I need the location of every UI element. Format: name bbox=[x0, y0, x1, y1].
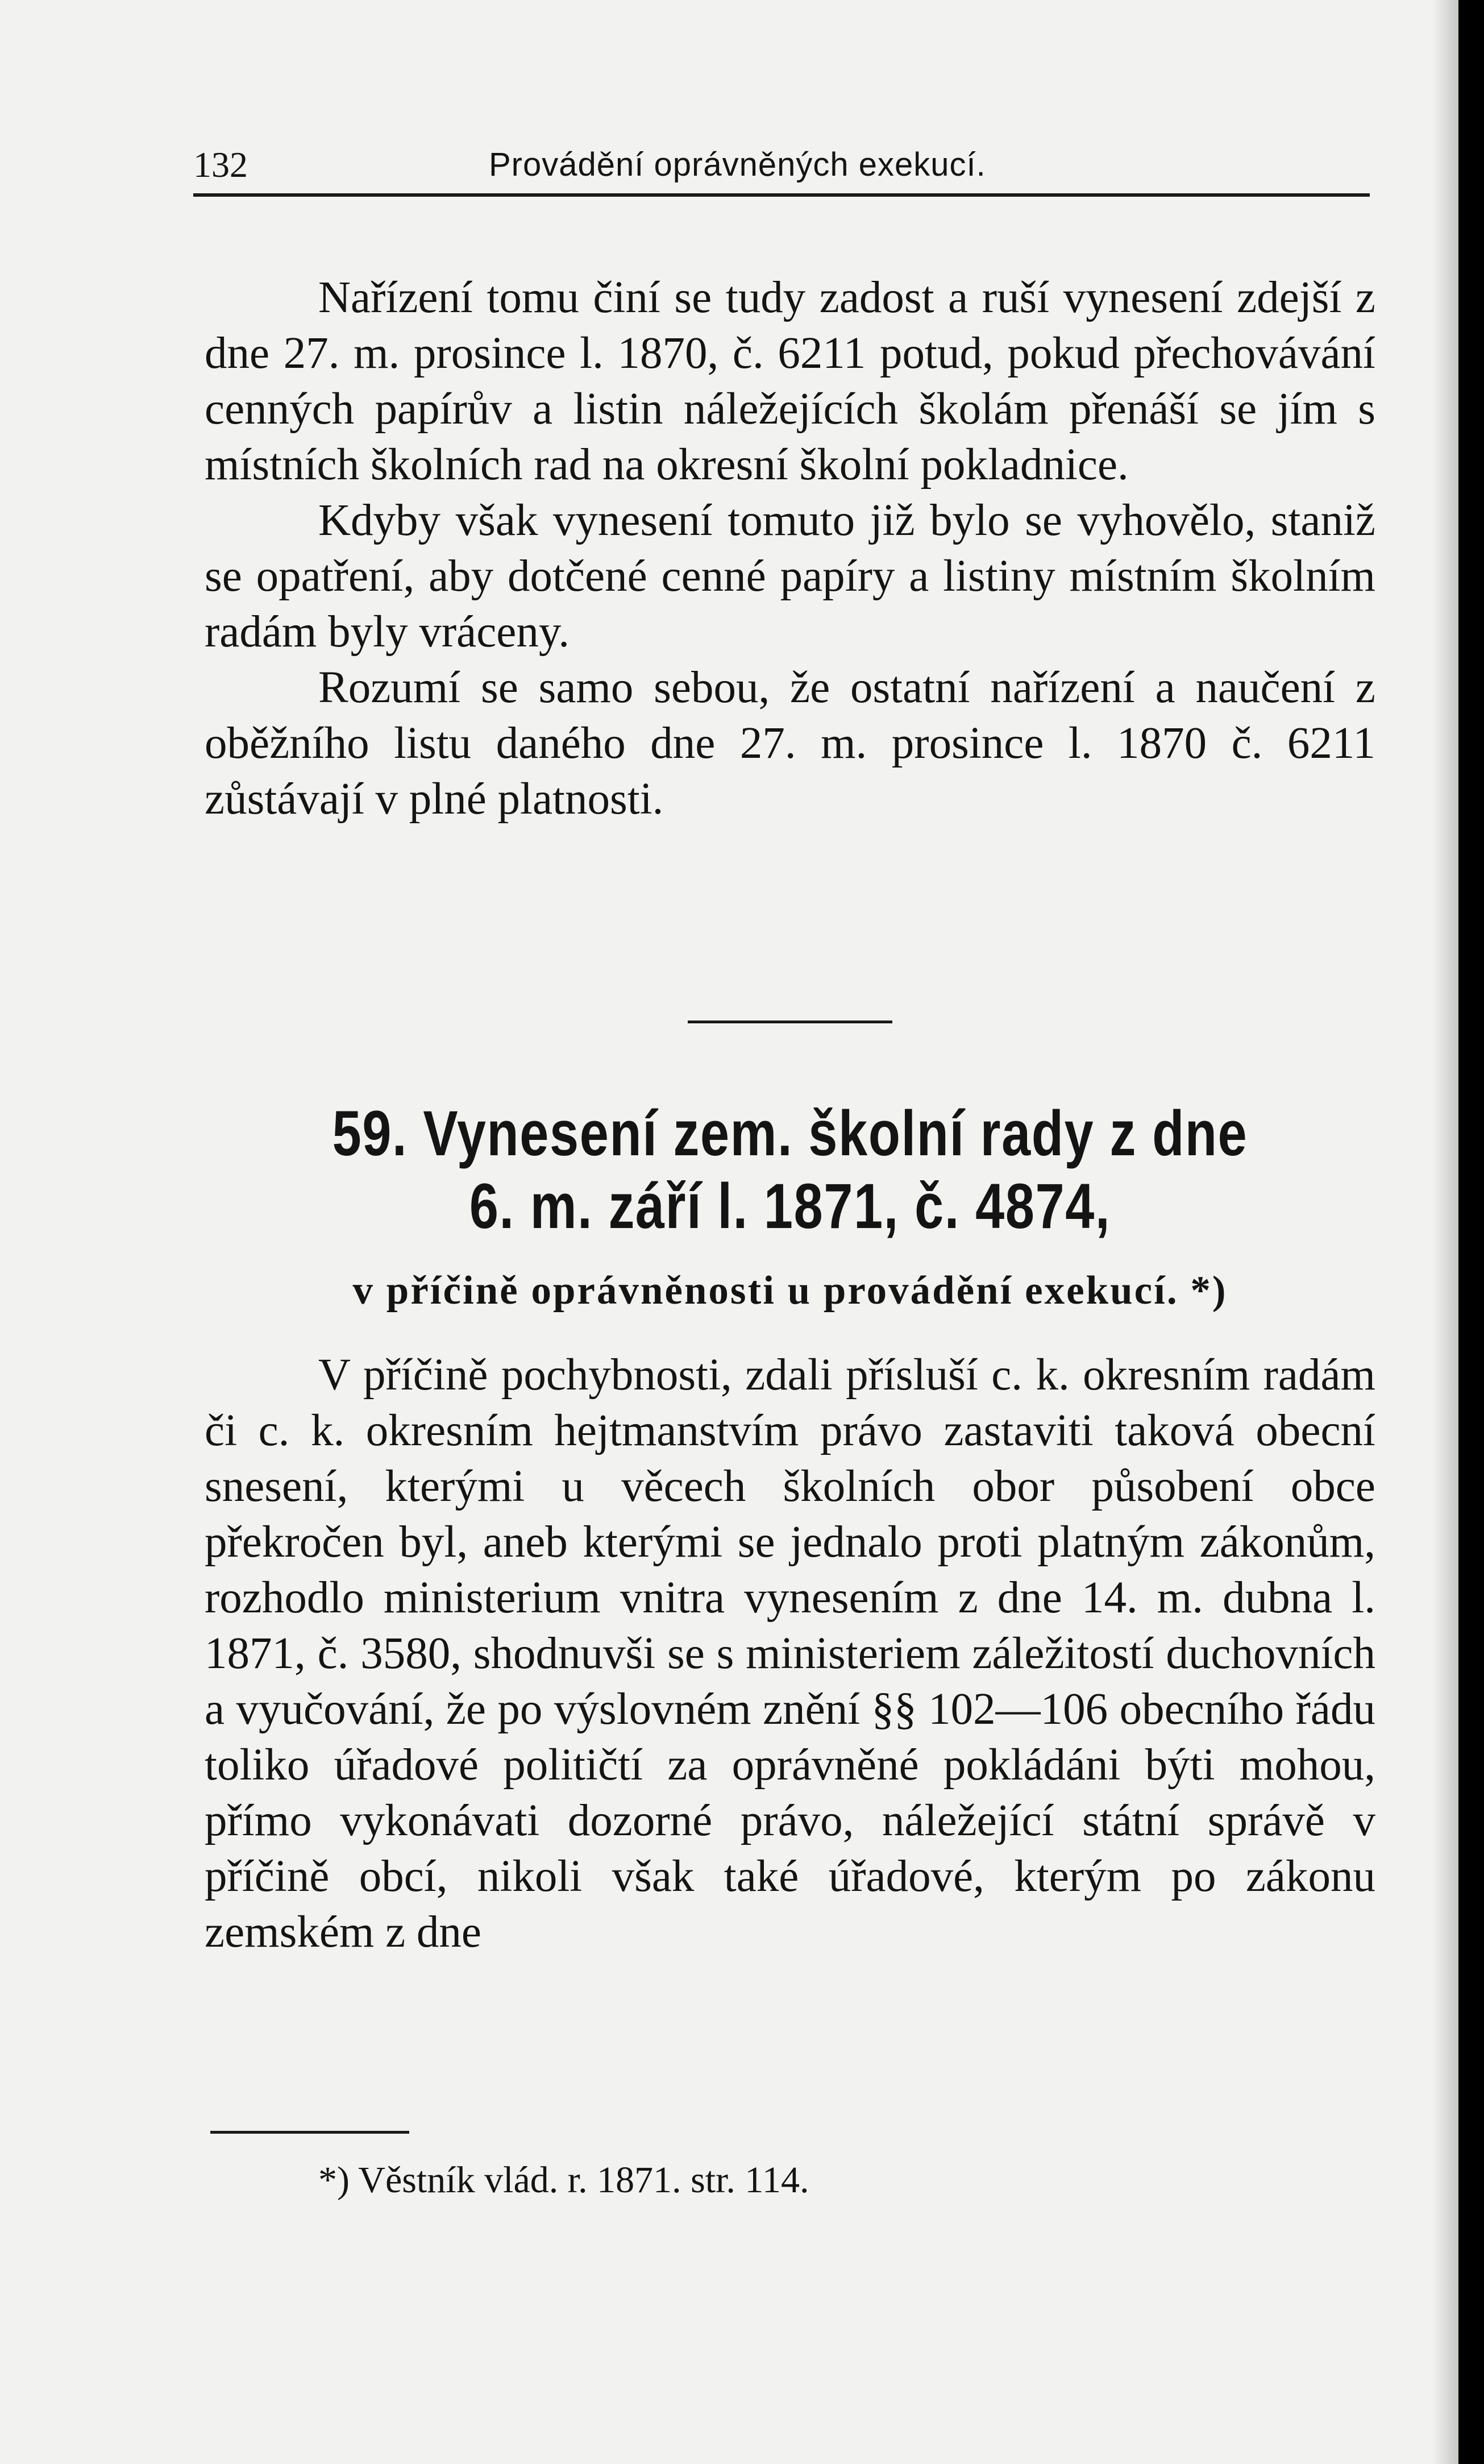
page-header bbox=[193, 142, 1381, 199]
paragraph: V příčině pochybnosti, zdali přísluší c. k. okresním radám či c. k. okresním hejtmanstvím právo zastaviti taková obecní snesení, kterými u věcech školních obor působení obce překročen byl, aneb kterými se jednalo proti platným zákonům, rozhodlo ministerium vnitra vynesením z dne 14. m. dubna l. 1871, č. 3580, shodnuvši se s ministeriem záležitostí duchovních a vyučování, že po výslovném znění §§ 102—106 obecního řádu toliko úřadové političtí za oprávněné pokládáni býti mohou, přímo vykonávati dozorné právo, náležející státní správě v příčině obcí, nikoli však také úřadové, kterým po zákonu zemském z dne bbox=[205, 1350, 1375, 1957]
header-rule bbox=[193, 193, 1370, 197]
page-number: 132 bbox=[193, 144, 248, 185]
section-heading bbox=[305, 1097, 1275, 1243]
paragraph: Nařízení tomu činí se tudy zadost a ruší vynesení zdejší z dne 27. m. prosince l. 1870, č. 6211 potud, pokud přechovávání cenných papírův a listin náležejících školám přenáší se jím s místních školních rad na okresní školní pokladnice. bbox=[205, 273, 1375, 490]
section-2-text bbox=[205, 1347, 1375, 1960]
section-1-text bbox=[205, 270, 1375, 827]
heading-line-2: 6. m. září l. 1871, č. 4874, bbox=[469, 1171, 1111, 1242]
footnote: *) Věstník vlád. r. 1871. str. 114. bbox=[318, 2159, 809, 2201]
footnote-rule bbox=[210, 2131, 409, 2134]
section-divider bbox=[688, 1021, 892, 1023]
section-subheading: v příčině oprávněnosti u provádění exekucí. *) bbox=[352, 1268, 1228, 1313]
heading-line-1: 59. Vynesení zem. školní rady z dne bbox=[332, 1098, 1248, 1169]
paragraph: Rozumí se samo sebou, že ostatní nařízení a naučení z oběžního listu daného dne 27. m. prosince l. 1870 č. 6211 zůstávají v plné platnosti. bbox=[205, 663, 1375, 824]
running-title: Provádění oprávněných exekucí. bbox=[489, 146, 986, 183]
page-edge-shadow bbox=[1432, 0, 1458, 2464]
paragraph: Kdyby však vynesení tomuto již bylo se vyhovělo, staniž se opatření, aby dotčené cenné papíry a listiny místním školním radám byly vráceny. bbox=[205, 496, 1375, 657]
